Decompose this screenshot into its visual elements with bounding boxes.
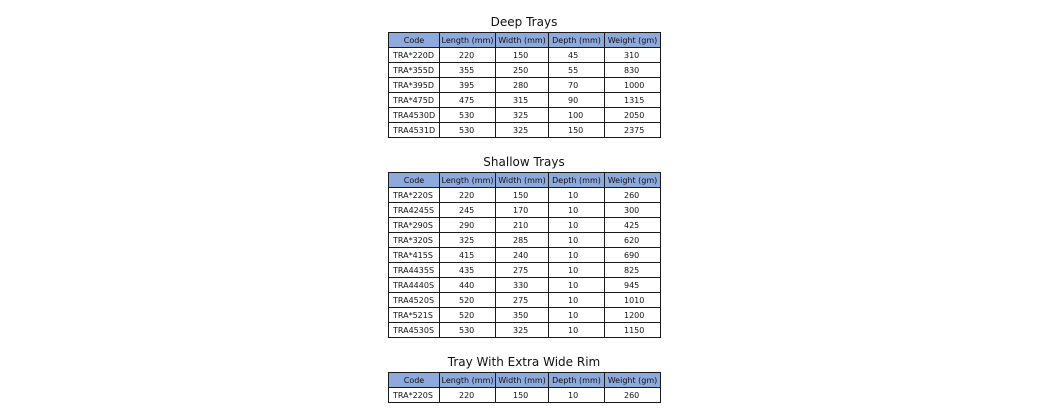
cell-code: TRA4530S: [389, 323, 440, 338]
cell-length: 440: [440, 278, 496, 293]
header-code: Code: [389, 373, 440, 388]
table-header-row: [389, 373, 661, 388]
header-width: Width (mm): [496, 173, 549, 188]
cell-length: 530: [440, 108, 496, 123]
cell-depth: 150: [549, 123, 605, 138]
cell-code: TRA*395D: [389, 78, 440, 93]
cell-width: 275: [496, 293, 549, 308]
cell-depth: 10: [549, 278, 605, 293]
table-row: [389, 248, 661, 263]
cell-weight: 310: [605, 48, 661, 63]
cell-length: 435: [440, 263, 496, 278]
cell-width: 210: [496, 218, 549, 233]
table-row: [389, 93, 661, 108]
header-weight: Weight (gm): [605, 173, 661, 188]
cell-width: 250: [496, 63, 549, 78]
table-row: [389, 218, 661, 233]
cell-depth: 10: [549, 323, 605, 338]
cell-width: 325: [496, 108, 549, 123]
cell-code: TRA*415S: [389, 248, 440, 263]
shallow-trays-table: [388, 172, 661, 338]
cell-length: 530: [440, 123, 496, 138]
table-row: [389, 293, 661, 308]
table-row: [389, 308, 661, 323]
cell-depth: 10: [549, 388, 605, 403]
header-weight: Weight (gm): [605, 33, 661, 48]
cell-code: TRA4435S: [389, 263, 440, 278]
cell-length: 395: [440, 78, 496, 93]
cell-code: TRA4530D: [389, 108, 440, 123]
deep-trays-table: [388, 32, 661, 138]
cell-width: 240: [496, 248, 549, 263]
cell-code: TRA*220D: [389, 48, 440, 63]
cell-width: 330: [496, 278, 549, 293]
cell-code: TRA*220S: [389, 388, 440, 403]
header-code: Code: [389, 173, 440, 188]
cell-depth: 10: [549, 248, 605, 263]
header-weight: Weight (gm): [605, 373, 661, 388]
table-row: [389, 123, 661, 138]
cell-depth: 90: [549, 93, 605, 108]
cell-weight: 425: [605, 218, 661, 233]
cell-length: 475: [440, 93, 496, 108]
table-row: [389, 203, 661, 218]
cell-weight: 300: [605, 203, 661, 218]
header-length: Length (mm): [440, 33, 496, 48]
cell-code: TRA*355D: [389, 63, 440, 78]
table-row: [389, 63, 661, 78]
header-length: Length (mm): [440, 173, 496, 188]
deep-trays-body: [389, 48, 661, 138]
cell-weight: 620: [605, 233, 661, 248]
cell-code: TRA*475D: [389, 93, 440, 108]
cell-weight: 2050: [605, 108, 661, 123]
header-length: Length (mm): [440, 373, 496, 388]
cell-width: 275: [496, 263, 549, 278]
table-row: [389, 233, 661, 248]
cell-width: 170: [496, 203, 549, 218]
cell-code: TRA*320S: [389, 233, 440, 248]
cell-length: 520: [440, 293, 496, 308]
cell-depth: 10: [549, 218, 605, 233]
table-row: [389, 388, 661, 403]
cell-depth: 70: [549, 78, 605, 93]
header-depth: Depth (mm): [549, 33, 605, 48]
cell-depth: 10: [549, 188, 605, 203]
header-width: Width (mm): [496, 33, 549, 48]
deep-trays-title: Deep Trays: [490, 15, 558, 29]
cell-weight: 2375: [605, 123, 661, 138]
cell-length: 520: [440, 308, 496, 323]
cell-length: 220: [440, 188, 496, 203]
cell-weight: 825: [605, 263, 661, 278]
cell-length: 530: [440, 323, 496, 338]
cell-weight: 1150: [605, 323, 661, 338]
cell-width: 150: [496, 388, 549, 403]
cell-length: 355: [440, 63, 496, 78]
cell-depth: 10: [549, 308, 605, 323]
deep-trays-section: [388, 14, 660, 138]
cell-length: 220: [440, 48, 496, 63]
header-depth: Depth (mm): [549, 373, 605, 388]
table-row: [389, 78, 661, 93]
cell-code: TRA4440S: [389, 278, 440, 293]
cell-length: 325: [440, 233, 496, 248]
cell-width: 280: [496, 78, 549, 93]
header-width: Width (mm): [496, 373, 549, 388]
cell-depth: 100: [549, 108, 605, 123]
cell-width: 350: [496, 308, 549, 323]
cell-width: 150: [496, 48, 549, 63]
cell-weight: 690: [605, 248, 661, 263]
cell-weight: 1000: [605, 78, 661, 93]
cell-code: TRA4520S: [389, 293, 440, 308]
cell-length: 415: [440, 248, 496, 263]
shallow-trays-title: Shallow Trays: [483, 155, 565, 169]
cell-depth: 55: [549, 63, 605, 78]
cell-code: TRA*220S: [389, 188, 440, 203]
rim-tray-table: [388, 372, 661, 403]
cell-length: 220: [440, 388, 496, 403]
table-row: [389, 48, 661, 63]
cell-width: 285: [496, 233, 549, 248]
table-row: [389, 278, 661, 293]
table-header-row: [389, 33, 661, 48]
cell-weight: 830: [605, 63, 661, 78]
rim-tray-body: [389, 388, 661, 403]
table-row: [389, 108, 661, 123]
cell-width: 150: [496, 188, 549, 203]
table-row: [389, 263, 661, 278]
cell-weight: 260: [605, 188, 661, 203]
header-code: Code: [389, 33, 440, 48]
cell-weight: 945: [605, 278, 661, 293]
cell-depth: 10: [549, 203, 605, 218]
cell-depth: 10: [549, 263, 605, 278]
cell-weight: 1315: [605, 93, 661, 108]
rim-tray-title: Tray With Extra Wide Rim: [447, 355, 601, 369]
cell-length: 290: [440, 218, 496, 233]
cell-length: 245: [440, 203, 496, 218]
cell-depth: 10: [549, 293, 605, 308]
cell-width: 315: [496, 93, 549, 108]
cell-code: TRA*290S: [389, 218, 440, 233]
header-depth: Depth (mm): [549, 173, 605, 188]
shallow-trays-section: [388, 154, 660, 338]
table-row: [389, 188, 661, 203]
table-header-row: [389, 173, 661, 188]
cell-code: TRA4531D: [389, 123, 440, 138]
cell-width: 325: [496, 323, 549, 338]
table-row: [389, 323, 661, 338]
cell-code: TRA4245S: [389, 203, 440, 218]
cell-weight: 260: [605, 388, 661, 403]
cell-depth: 10: [549, 233, 605, 248]
cell-width: 325: [496, 123, 549, 138]
cell-depth: 45: [549, 48, 605, 63]
rim-tray-section: [388, 354, 660, 403]
cell-code: TRA*521S: [389, 308, 440, 323]
cell-weight: 1010: [605, 293, 661, 308]
cell-weight: 1200: [605, 308, 661, 323]
shallow-trays-body: [389, 188, 661, 338]
